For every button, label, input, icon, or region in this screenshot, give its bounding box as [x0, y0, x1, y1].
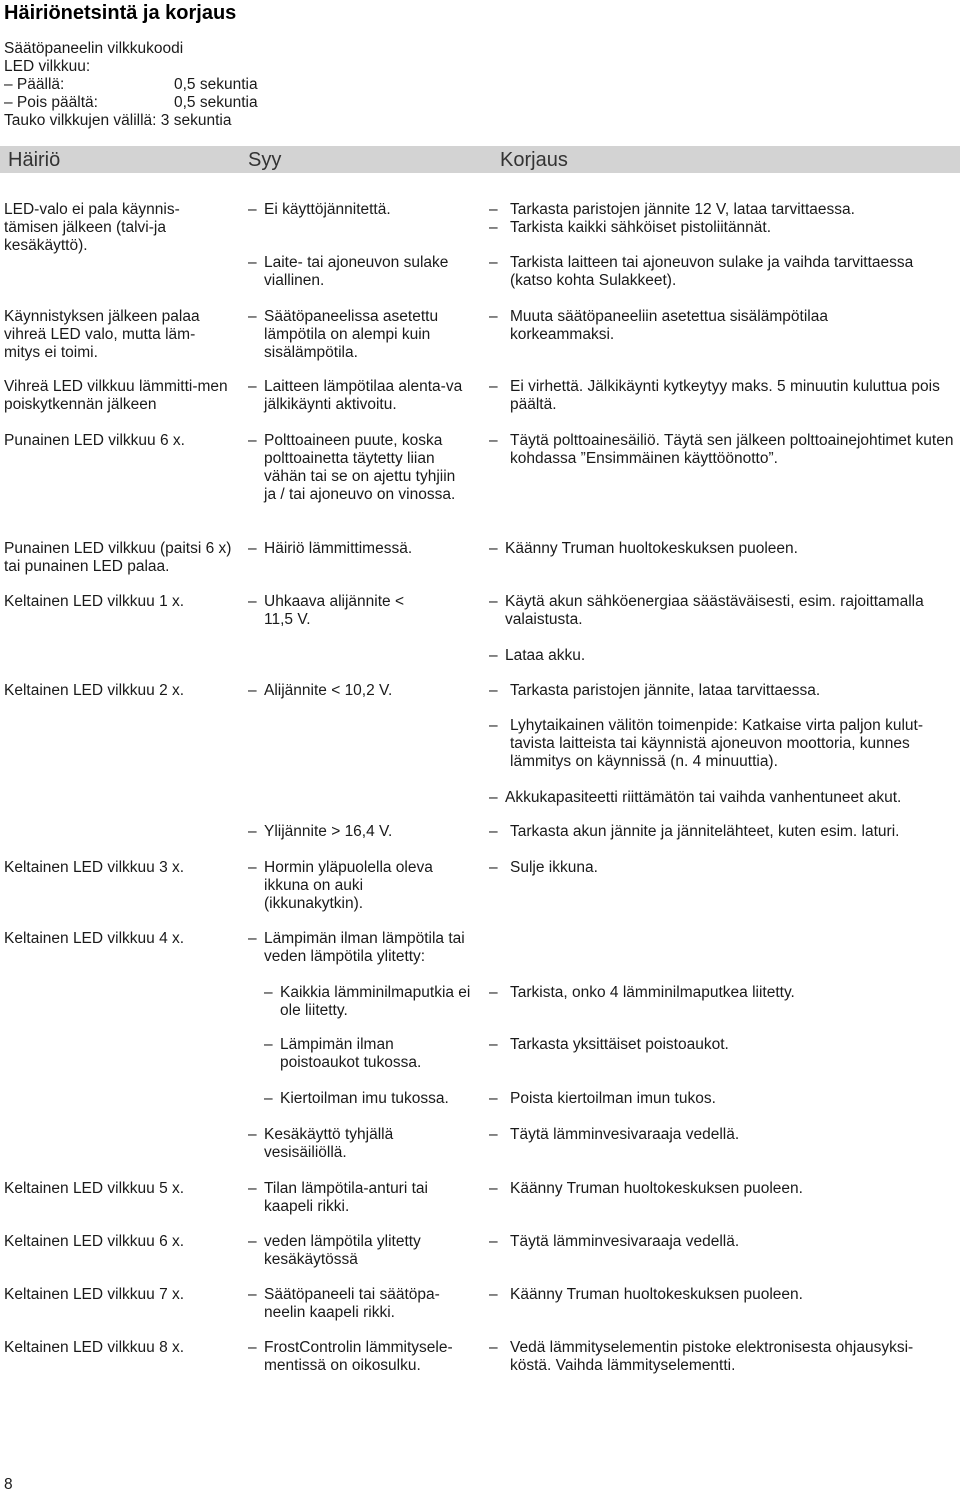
page-title: Häiriönetsintä ja korjaus [4, 2, 237, 24]
fix-cell: – Täytä lämminvesivaraaja vedellä. [489, 1233, 955, 1251]
fix-cell: – Tarkasta paristojen jännite 12 V, lataa tarvittaessa. – Tarkista kaikki sähköiset pistoliitännät. [489, 201, 955, 237]
fix-cell: – Tarkista laitteen tai ajoneuvon sulake ja vaihda tarvittaessa (katso kohta Sulakkeet). [489, 254, 955, 290]
fix-cell: – Käytä akun sähköenergiaa säästäväisesti, esim. rajoittamalla valaistusta. [489, 593, 955, 629]
off-label: – Pois päältä: [4, 94, 98, 111]
fix-cell: – Poista kiertoilman imun tukos. [489, 1090, 955, 1108]
fix-cell: – Tarkasta yksittäiset poistoaukot. [489, 1036, 955, 1054]
cause-cell: – Tilan lämpötila-anturi tai kaapeli rikki. [248, 1180, 458, 1216]
fault-cell: Keltainen LED vilkkuu 2 x. [4, 682, 185, 699]
cause-sub-cell: – Lämpimän ilman poistoaukot tukossa. [248, 1036, 473, 1072]
cause-cell: – veden lämpötila ylitetty kesäkäytössä [248, 1233, 458, 1269]
cause-cell: – Laite- tai ajoneuvon sulake viallinen. [248, 254, 478, 290]
fix-cell: – Lyhytaikainen välitön toimenpide: Katkaise virta paljon kulut-tavista laitteista tai käynnistä ajoneuvon moottoria, kunnes lämmitys on käynnissä (n. 4 minuuttia). [489, 717, 955, 771]
cause-cell: – Ei käyttöjännitettä. [248, 201, 478, 219]
on-row [4, 76, 258, 94]
fix-cell: – Muuta säätöpaneeliin asetettua sisälämpötilaa korkeammaksi. [489, 308, 869, 344]
cause-cell: – Ylijännite > 16,4 V. [248, 823, 478, 841]
off-row [4, 94, 258, 112]
blink-heading: Säätöpaneelin vilkkukoodi [4, 40, 184, 57]
cause-cell: – Laitteen lämpötilaa alenta-va jälkikäynti aktivoitu. [248, 378, 473, 414]
fix-cell: – Vedä lämmityselementin pistoke elektronisesta ohjausyksi-köstä. Vaihda lämmityselementti. [489, 1339, 949, 1375]
fix-cell: – Tarkasta akun jännite ja jännitelähteet, kuten esim. laturi. [489, 823, 955, 841]
cause-cell: – Alijännite < 10,2 V. [248, 682, 478, 700]
cause-cell: – Lämpimän ilman lämpötila tai veden lämpötila ylitetty: [248, 930, 473, 966]
fault-cell: Keltainen LED vilkkuu 1 x. [4, 593, 185, 610]
fix-cell: – Lataa akku. [489, 647, 955, 665]
fix-cell: – Tarkasta paristojen jännite, lataa tarvittaessa. [489, 682, 955, 700]
led-label: LED vilkkuu: [4, 58, 91, 75]
fix-cell: – Täytä lämminvesivaraaja vedellä. [489, 1126, 955, 1144]
cause-cell: – Hormin yläpuolella oleva ikkuna on auki (ikkunakytkin). [248, 859, 463, 913]
fix-cell: – Käänny Truman huoltokeskuksen puoleen. [489, 1180, 955, 1198]
fault-cell: Keltainen LED vilkkuu 6 x. [4, 1233, 185, 1250]
off-value: 0,5 sekuntia [174, 94, 258, 111]
fault-cell: LED-valo ei pala käynnis-tämisen jälkeen (talvi-ja kesäkäyttö). [4, 201, 180, 254]
fault-cell: Keltainen LED vilkkuu 8 x. [4, 1339, 185, 1356]
on-label: – Päällä: [4, 76, 65, 93]
fault-cell: Keltainen LED vilkkuu 3 x. [4, 859, 185, 876]
table-header [0, 146, 960, 173]
fix-cell: – Täytä polttoainesäiliö. Täytä sen jälkeen polttoainejohtimet kuten kohdassa ”Ensimmäinen käyttöönotto”. [489, 432, 955, 468]
cause-cell: – Häiriö lämmittimessä. [248, 540, 478, 558]
fault-cell: Punainen LED vilkkuu (paitsi 6 x) tai punainen LED palaa. [4, 540, 232, 575]
fix-cell: – Käänny Truman huoltokeskuksen puoleen. [489, 540, 955, 558]
fix-cell: – Akkukapasiteetti riittämätön tai vaihda vanhentuneet akut. [489, 789, 955, 807]
header-cause: Syy [248, 149, 282, 171]
fault-cell: Käynnistyksen jälkeen palaa vihreä LED valo, mutta läm-mitys ei toimi. [4, 308, 200, 361]
blink-code-info [4, 40, 258, 130]
pause-row: Tauko vilkkujen välillä: 3 sekuntia [4, 112, 232, 129]
fix-cell: – Käänny Truman huoltokeskuksen puoleen. [489, 1286, 955, 1304]
cause-sub-cell: – Kiertoilman imu tukossa. [248, 1090, 478, 1108]
header-fix: Korjaus [500, 149, 568, 171]
cause-cell: – Säätöpaneeli tai säätöpa-neelin kaapeli rikki. [248, 1286, 463, 1322]
fix-cell: – Sulje ikkuna. [489, 859, 955, 877]
fault-cell: Vihreä LED vilkkuu lämmitti-men poiskytkennän jälkeen [4, 378, 228, 413]
page-number: 8 [4, 1476, 13, 1493]
cause-cell: – Polttoaineen puute, koska polttoainetta täytetty liian vähän tai se on ajettu tyhjiin ja / tai ajoneuvo on vinossa. [248, 432, 470, 504]
fault-cell: Keltainen LED vilkkuu 4 x. [4, 930, 185, 947]
fault-cell: Keltainen LED vilkkuu 5 x. [4, 1180, 185, 1197]
cause-cell: – FrostControlin lämmitysele-mentissä on oikosulku. [248, 1339, 470, 1375]
cause-sub-cell: – Kaikkia lämminilmaputkia ei ole liitetty. [248, 984, 473, 1020]
cause-cell: – Säätöpaneelissa asetettu lämpötila on alempi kuin sisälämpötila. [248, 308, 468, 362]
cause-cell: – Uhkaava alijännite < 11,5 V. [248, 593, 418, 629]
header-fault: Häiriö [8, 149, 61, 171]
fix-cell: – Ei virhettä. Jälkikäynti kytkeytyy maks. 5 minuutin kuluttua pois päältä. [489, 378, 949, 414]
fix-cell: – Tarkista, onko 4 lämminilmaputkea liitetty. [489, 984, 955, 1002]
on-value: 0,5 sekuntia [174, 76, 258, 93]
cause-cell: – Kesäkäyttö tyhjällä vesisäiliöllä. [248, 1126, 463, 1162]
fault-cell: Punainen LED vilkkuu 6 x. [4, 432, 185, 449]
fault-cell: Keltainen LED vilkkuu 7 x. [4, 1286, 185, 1303]
